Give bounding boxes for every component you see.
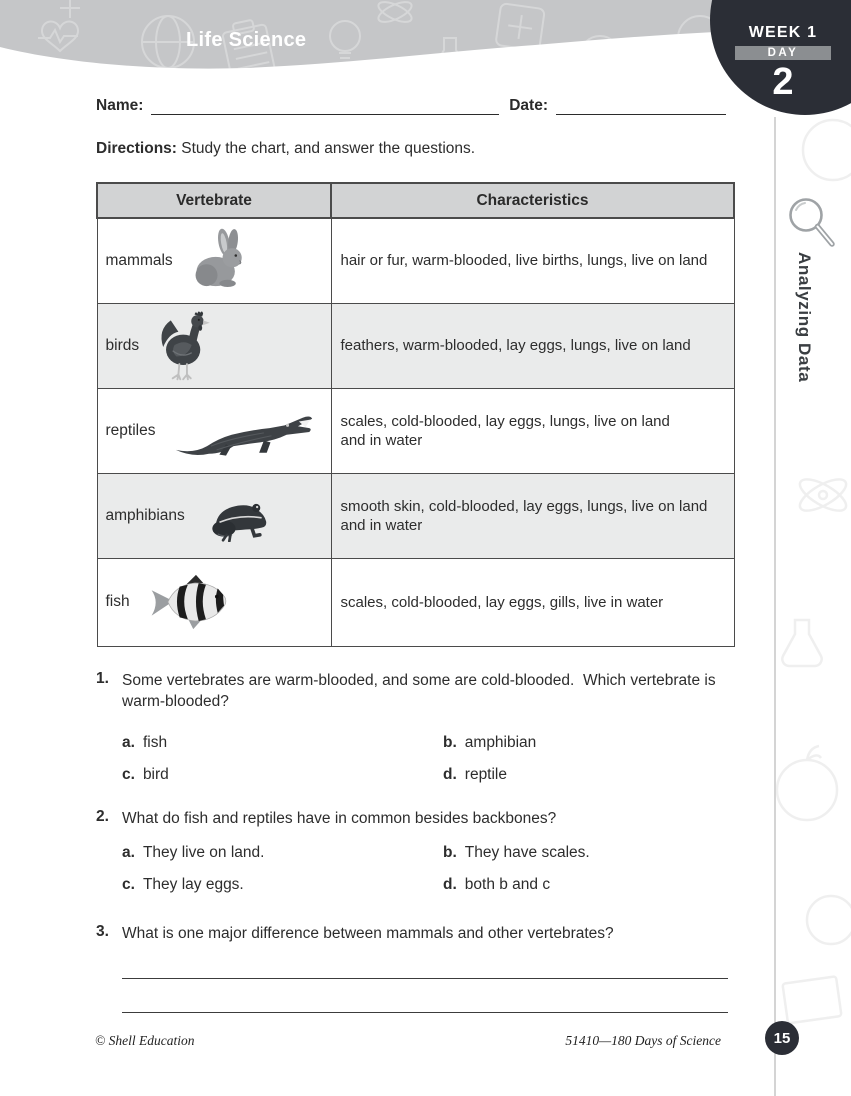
directions-text: Study the chart, and answer the questions.: [176, 140, 476, 157]
publisher-credit: © Shell Education: [95, 1033, 195, 1048]
week-label: WEEK 1: [748, 24, 818, 41]
option-1a[interactable]: a. fish: [122, 734, 168, 751]
answer-blank-line[interactable]: [122, 979, 728, 1013]
option-1d[interactable]: d. reptile: [443, 766, 507, 783]
table-row-birds: [97, 303, 734, 388]
name-date-row: [96, 97, 726, 115]
table-row-mammals: [97, 218, 734, 303]
directions-label: Directions:: [96, 140, 177, 157]
questions-section: [96, 670, 728, 1013]
option-2c[interactable]: c. They lay eggs.: [122, 876, 244, 893]
question-3: [96, 923, 728, 944]
column-header-characteristics: Characteristics: [331, 183, 734, 218]
chicken-image: [157, 307, 215, 385]
page-footer: [95, 1033, 721, 1049]
option-2b[interactable]: b. They have scales.: [443, 844, 590, 861]
magnifier-icon: [784, 194, 838, 254]
book-credit: 51410—180 Days of Science: [565, 1033, 721, 1048]
question-number: 1.: [96, 670, 109, 687]
fish-image: [148, 573, 234, 631]
table-row-reptiles: [97, 388, 734, 473]
characteristics-cell: smooth skin, cold-blooded, lay eggs, lungs, live on land and in water: [331, 473, 734, 558]
alligator-image: [173, 402, 315, 460]
sidebar-skill-label: Analyzing Data: [795, 252, 814, 383]
question-1: [96, 670, 728, 785]
vertebrate-name: reptiles: [105, 421, 156, 439]
characteristics-cell: scales, cold-blooded, lay eggs, lungs, live on land and in water: [331, 388, 734, 473]
vertebrate-name: mammals: [105, 251, 173, 269]
table-row-amphibians: [97, 473, 734, 558]
frog-image: [203, 490, 279, 542]
option-2d[interactable]: d. both b and c: [443, 876, 551, 893]
day-label: DAY: [735, 46, 831, 60]
table-row-fish: [97, 558, 734, 646]
sidebar-pattern: [771, 0, 851, 1096]
option-1c[interactable]: c. bird: [122, 766, 169, 783]
option-1b[interactable]: b. amphibian: [443, 734, 537, 751]
vertebrate-name: fish: [105, 593, 130, 610]
page-title: Life Science: [186, 29, 307, 51]
option-2a[interactable]: a. They live on land.: [122, 844, 265, 861]
day-number: 2: [772, 61, 794, 103]
vertebrate-name: birds: [105, 336, 140, 354]
directions: [96, 140, 475, 158]
name-blank[interactable]: [151, 100, 499, 115]
question-text: What do fish and reptiles have in common besides backbones?: [122, 810, 557, 827]
page-number-badge: 15: [765, 1021, 799, 1055]
question-2: [96, 808, 728, 895]
question-text: warm-blooded?: [122, 693, 229, 710]
question-number: 3.: [96, 923, 109, 940]
table-header-row: [97, 183, 734, 218]
rabbit-image: [191, 225, 255, 297]
date-label: Date:: [509, 97, 548, 114]
question-number: 2.: [96, 808, 109, 825]
vertebrate-name: amphibians: [105, 506, 185, 524]
answer-blank-line[interactable]: [122, 944, 728, 979]
characteristics-cell: feathers, warm-blooded, lay eggs, lungs, live on land: [331, 303, 734, 388]
date-blank[interactable]: [556, 100, 726, 115]
characteristics-cell: hair or fur, warm-blooded, live births, lungs, live on land: [331, 218, 734, 303]
question-text: Some vertebrates are warm-blooded, and some are cold-blooded. Which vertebrate is: [122, 672, 716, 689]
column-header-vertebrate: Vertebrate: [97, 183, 331, 218]
question-text: What is one major difference between mammals and other vertebrates?: [122, 925, 614, 942]
sidebar-divider: [774, 117, 776, 1096]
characteristics-cell: scales, cold-blooded, lay eggs, gills, live in water: [331, 558, 734, 646]
name-label: Name:: [96, 97, 144, 114]
vertebrate-table: [96, 182, 735, 647]
